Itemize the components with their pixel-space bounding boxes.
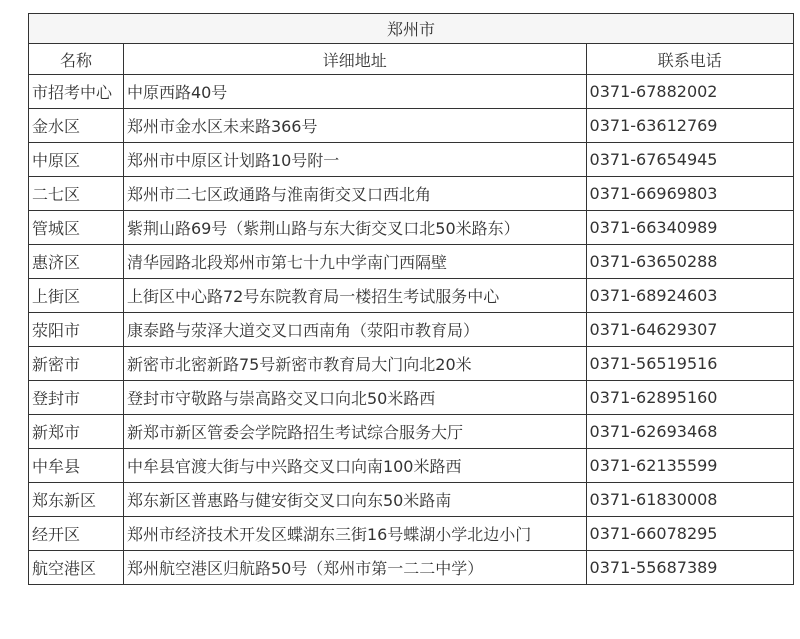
header-address: 详细地址 bbox=[123, 44, 586, 75]
office-name-cell: 管城区 bbox=[29, 211, 124, 245]
phone-cell: 0371-64629307 bbox=[586, 313, 793, 347]
office-name-cell: 金水区 bbox=[29, 109, 124, 143]
phone-cell: 0371-67882002 bbox=[586, 75, 793, 109]
table-row bbox=[29, 449, 794, 483]
address-cell: 郑州市二七区政通路与淮南街交叉口西北角 bbox=[123, 177, 586, 211]
office-name-cell: 荥阳市 bbox=[29, 313, 124, 347]
table-row bbox=[29, 109, 794, 143]
office-name-cell: 惠济区 bbox=[29, 245, 124, 279]
address-cell: 中牟县官渡大街与中兴路交叉口向南100米路西 bbox=[123, 449, 586, 483]
table-row bbox=[29, 279, 794, 313]
address-cell: 上街区中心路72号东院教育局一楼招生考试服务中心 bbox=[123, 279, 586, 313]
address-cell: 郑州市中原区计划路10号附一 bbox=[123, 143, 586, 177]
phone-cell: 0371-67654945 bbox=[586, 143, 793, 177]
office-name-cell: 中原区 bbox=[29, 143, 124, 177]
address-cell: 紫荆山路69号（紫荆山路与东大街交叉口北50米路东） bbox=[123, 211, 586, 245]
address-cell: 郑东新区普惠路与健安街交叉口向东50米路南 bbox=[123, 483, 586, 517]
office-name-cell: 经开区 bbox=[29, 517, 124, 551]
office-name-cell: 郑东新区 bbox=[29, 483, 124, 517]
phone-cell: 0371-61830008 bbox=[586, 483, 793, 517]
table-row bbox=[29, 483, 794, 517]
phone-cell: 0371-56519516 bbox=[586, 347, 793, 381]
table-row bbox=[29, 75, 794, 109]
table-row bbox=[29, 551, 794, 585]
address-cell: 郑州市金水区未来路366号 bbox=[123, 109, 586, 143]
header-row bbox=[29, 44, 794, 75]
office-name-cell: 上街区 bbox=[29, 279, 124, 313]
address-cell: 登封市守敬路与崇高路交叉口向北50米路西 bbox=[123, 381, 586, 415]
office-name-cell: 航空港区 bbox=[29, 551, 124, 585]
office-name-cell: 市招考中心 bbox=[29, 75, 124, 109]
header-phone: 联系电话 bbox=[586, 44, 793, 75]
table-row bbox=[29, 347, 794, 381]
table-body bbox=[29, 44, 794, 585]
office-name-cell: 二七区 bbox=[29, 177, 124, 211]
table-row bbox=[29, 177, 794, 211]
header-name: 名称 bbox=[29, 44, 124, 75]
address-cell: 新密市北密新路75号新密市教育局大门向北20米 bbox=[123, 347, 586, 381]
phone-cell: 0371-62693468 bbox=[586, 415, 793, 449]
table-row bbox=[29, 211, 794, 245]
office-name-cell: 登封市 bbox=[29, 381, 124, 415]
address-cell: 康泰路与荥泽大道交叉口西南角（荥阳市教育局） bbox=[123, 313, 586, 347]
table-row bbox=[29, 517, 794, 551]
office-name-cell: 新郑市 bbox=[29, 415, 124, 449]
phone-cell: 0371-62895160 bbox=[586, 381, 793, 415]
phone-cell: 0371-55687389 bbox=[586, 551, 793, 585]
table-row bbox=[29, 415, 794, 449]
phone-cell: 0371-68924603 bbox=[586, 279, 793, 313]
phone-cell: 0371-66969803 bbox=[586, 177, 793, 211]
address-cell: 郑州市经济技术开发区蝶湖东三街16号蝶湖小学北边小门 bbox=[123, 517, 586, 551]
table-row bbox=[29, 313, 794, 347]
office-name-cell: 中牟县 bbox=[29, 449, 124, 483]
phone-cell: 0371-66078295 bbox=[586, 517, 793, 551]
address-cell: 郑州航空港区归航路50号（郑州市第一二二中学） bbox=[123, 551, 586, 585]
table-row bbox=[29, 381, 794, 415]
office-contact-table bbox=[28, 13, 794, 585]
phone-cell: 0371-63612769 bbox=[586, 109, 793, 143]
address-cell: 新郑市新区管委会学院路招生考试综合服务大厅 bbox=[123, 415, 586, 449]
phone-cell: 0371-63650288 bbox=[586, 245, 793, 279]
phone-cell: 0371-62135599 bbox=[586, 449, 793, 483]
address-cell: 中原西路40号 bbox=[123, 75, 586, 109]
table-row bbox=[29, 245, 794, 279]
table-title: 郑州市 bbox=[29, 14, 794, 44]
office-name-cell: 新密市 bbox=[29, 347, 124, 381]
address-cell: 清华园路北段郑州市第七十九中学南门西隔壁 bbox=[123, 245, 586, 279]
table-row bbox=[29, 143, 794, 177]
phone-cell: 0371-66340989 bbox=[586, 211, 793, 245]
